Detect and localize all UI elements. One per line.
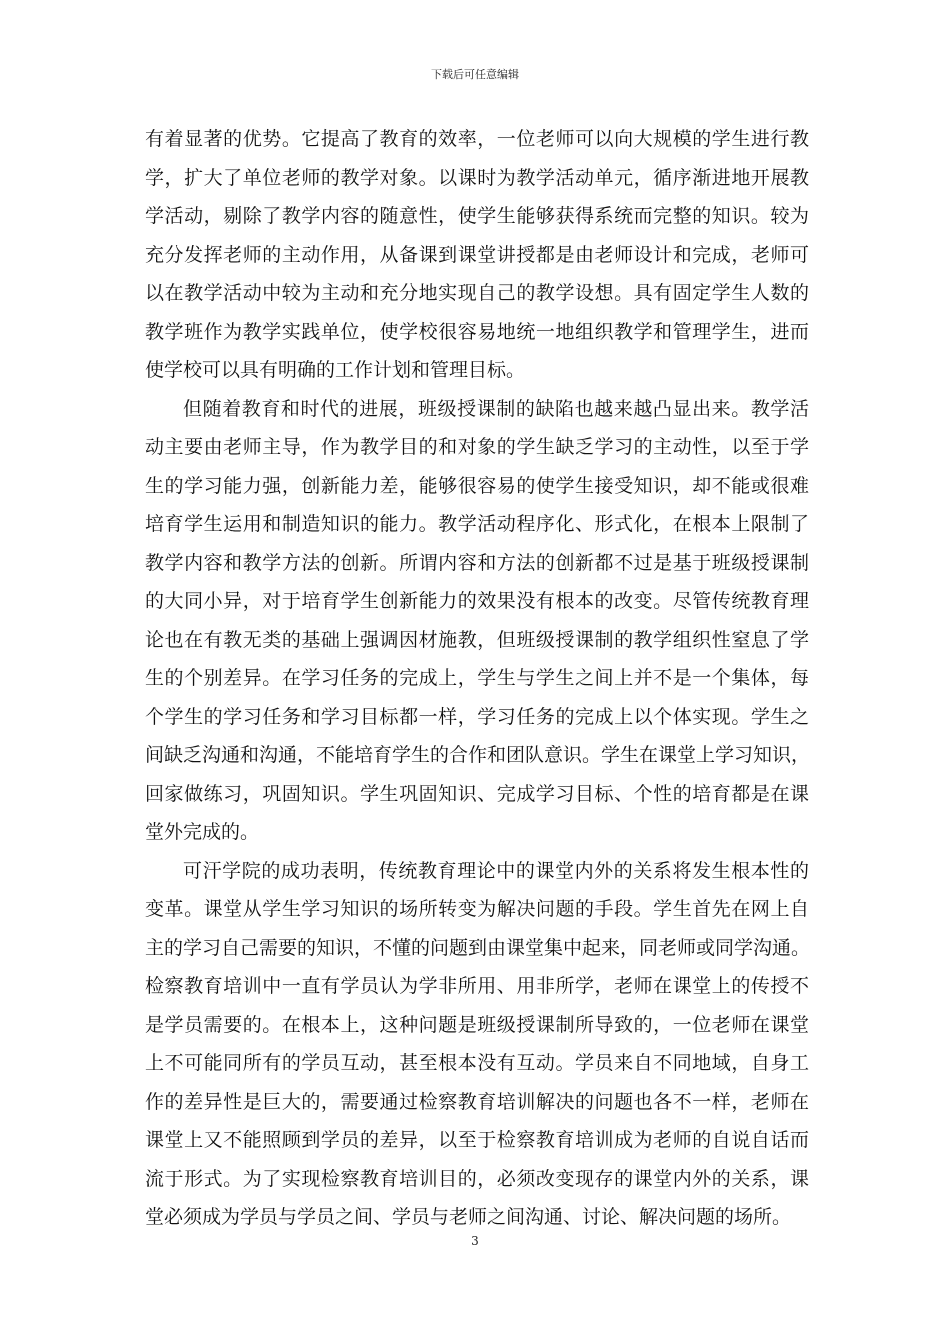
paragraph-line: 充分发挥老师的主动作用，从备课到课堂讲授都是由老师设计和完成，老师可: [145, 243, 809, 266]
page-header: 下载后可任意编辑: [431, 68, 519, 81]
paragraph-line: 堂外完成的。: [145, 821, 260, 843]
paragraph-line: 动主要由老师主导，作为教学目的和对象的学生缺乏学习的主动性，以至于学: [145, 436, 809, 458]
paragraph-line: 上不可能同所有的学员互动，甚至根本没有互动。学员来自不同地域，自身工: [145, 1052, 809, 1074]
paragraph-line: 教学内容和教学方法的创新。所谓内容和方法的创新都不过是基于班级授课制: [145, 551, 809, 574]
paragraph-line: 的大同小异，对于培育学生创新能力的效果没有根本的改变。尽管传统教育理: [145, 590, 809, 612]
paragraph-line: 生的个别差异。在学习任务的完成上，学生与学生之间上并不是一个集体，每: [145, 667, 809, 689]
paragraph-line: 回家做练习，巩固知识。学生巩固知识、完成学习目标、个性的培育都是在课: [145, 782, 809, 805]
paragraph-line: 变革。课堂从学生学习知识的场所转变为解决问题的手段。学生首先在网上自: [145, 898, 809, 920]
paragraph-line: 可汗学院的成功表明，传统教育理论中的课堂内外的关系将发生根本性的: [183, 859, 809, 882]
paragraph-2: [145, 390, 809, 852]
paragraph-line: 间缺乏沟通和沟通，不能培育学生的合作和团队意识。学生在课堂上学习知识，: [145, 744, 811, 766]
paragraph-line: 生的学习能力强，创新能力差，能够很容易的使学生接受知识，却不能或很难: [145, 474, 809, 497]
paragraph-line: 学活动，剔除了教学内容的随意性，使学生能够获得系统而完整的知识。较为: [145, 205, 809, 227]
paragraph-line: 但随着教育和时代的进展，班级授课制的缺陷也越来越凸显出来。教学活: [183, 397, 809, 420]
body-text: [145, 120, 809, 1237]
paragraph-line: 有着显著的优势。它提高了教育的效率，一位老师可以向大规模的学生进行教: [145, 128, 809, 150]
paragraph-line: 论也在有教无类的基础上强调因材施教，但班级授课制的教学组织性窒息了学: [145, 628, 809, 651]
paragraph-1: [145, 120, 809, 390]
paragraph-line: 堂必须成为学员与学员之间、学员与老师之间沟通、讨论、解决问题的场所。: [145, 1206, 792, 1228]
page-number: 3: [471, 1234, 479, 1248]
paragraph-line: 主的学习自己需要的知识，不懂的问题到由课堂集中起来，同老师或同学沟通。: [145, 936, 811, 959]
paragraph-line: 培育学生运用和制造知识的能力。教学活动程序化、形式化，在根本上限制了: [145, 513, 809, 535]
paragraph-line: 以在教学活动中较为主动和充分地实现自己的教学设想。具有固定学生人数的: [145, 282, 809, 304]
paragraph-line: 课堂上又不能照顾到学员的差异，以至于检察教育培训成为老师的自说自话而: [145, 1129, 809, 1151]
paragraph-line: 学，扩大了单位老师的教学对象。以课时为教学活动单元，循序渐进地开展教: [145, 166, 809, 189]
paragraph-3: [145, 852, 809, 1237]
paragraph-line: 作的差异性是巨大的，需要通过检察教育培训解决的问题也各不一样，老师在: [145, 1090, 809, 1113]
paragraph-line: 检察教育培训中一直有学员认为学非所用、用非所学，老师在课堂上的传授不: [145, 975, 809, 997]
paragraph-line: 流于形式。为了实现检察教育培训目的，必须改变现存的课堂内外的关系，课: [145, 1167, 809, 1190]
paragraph-line: 使学校可以具有明确的工作计划和管理目标。: [145, 359, 526, 381]
paragraph-line: 个学生的学习任务和学习目标都一样，学习任务的完成上以个体实现。学生之: [145, 705, 809, 728]
paragraph-line: 是学员需要的。在根本上，这种问题是班级授课制所导致的，一位老师在课堂: [145, 1013, 809, 1036]
paragraph-line: 教学班作为教学实践单位，使学校很容易地统一地组织教学和管理学生，进而: [145, 320, 809, 343]
